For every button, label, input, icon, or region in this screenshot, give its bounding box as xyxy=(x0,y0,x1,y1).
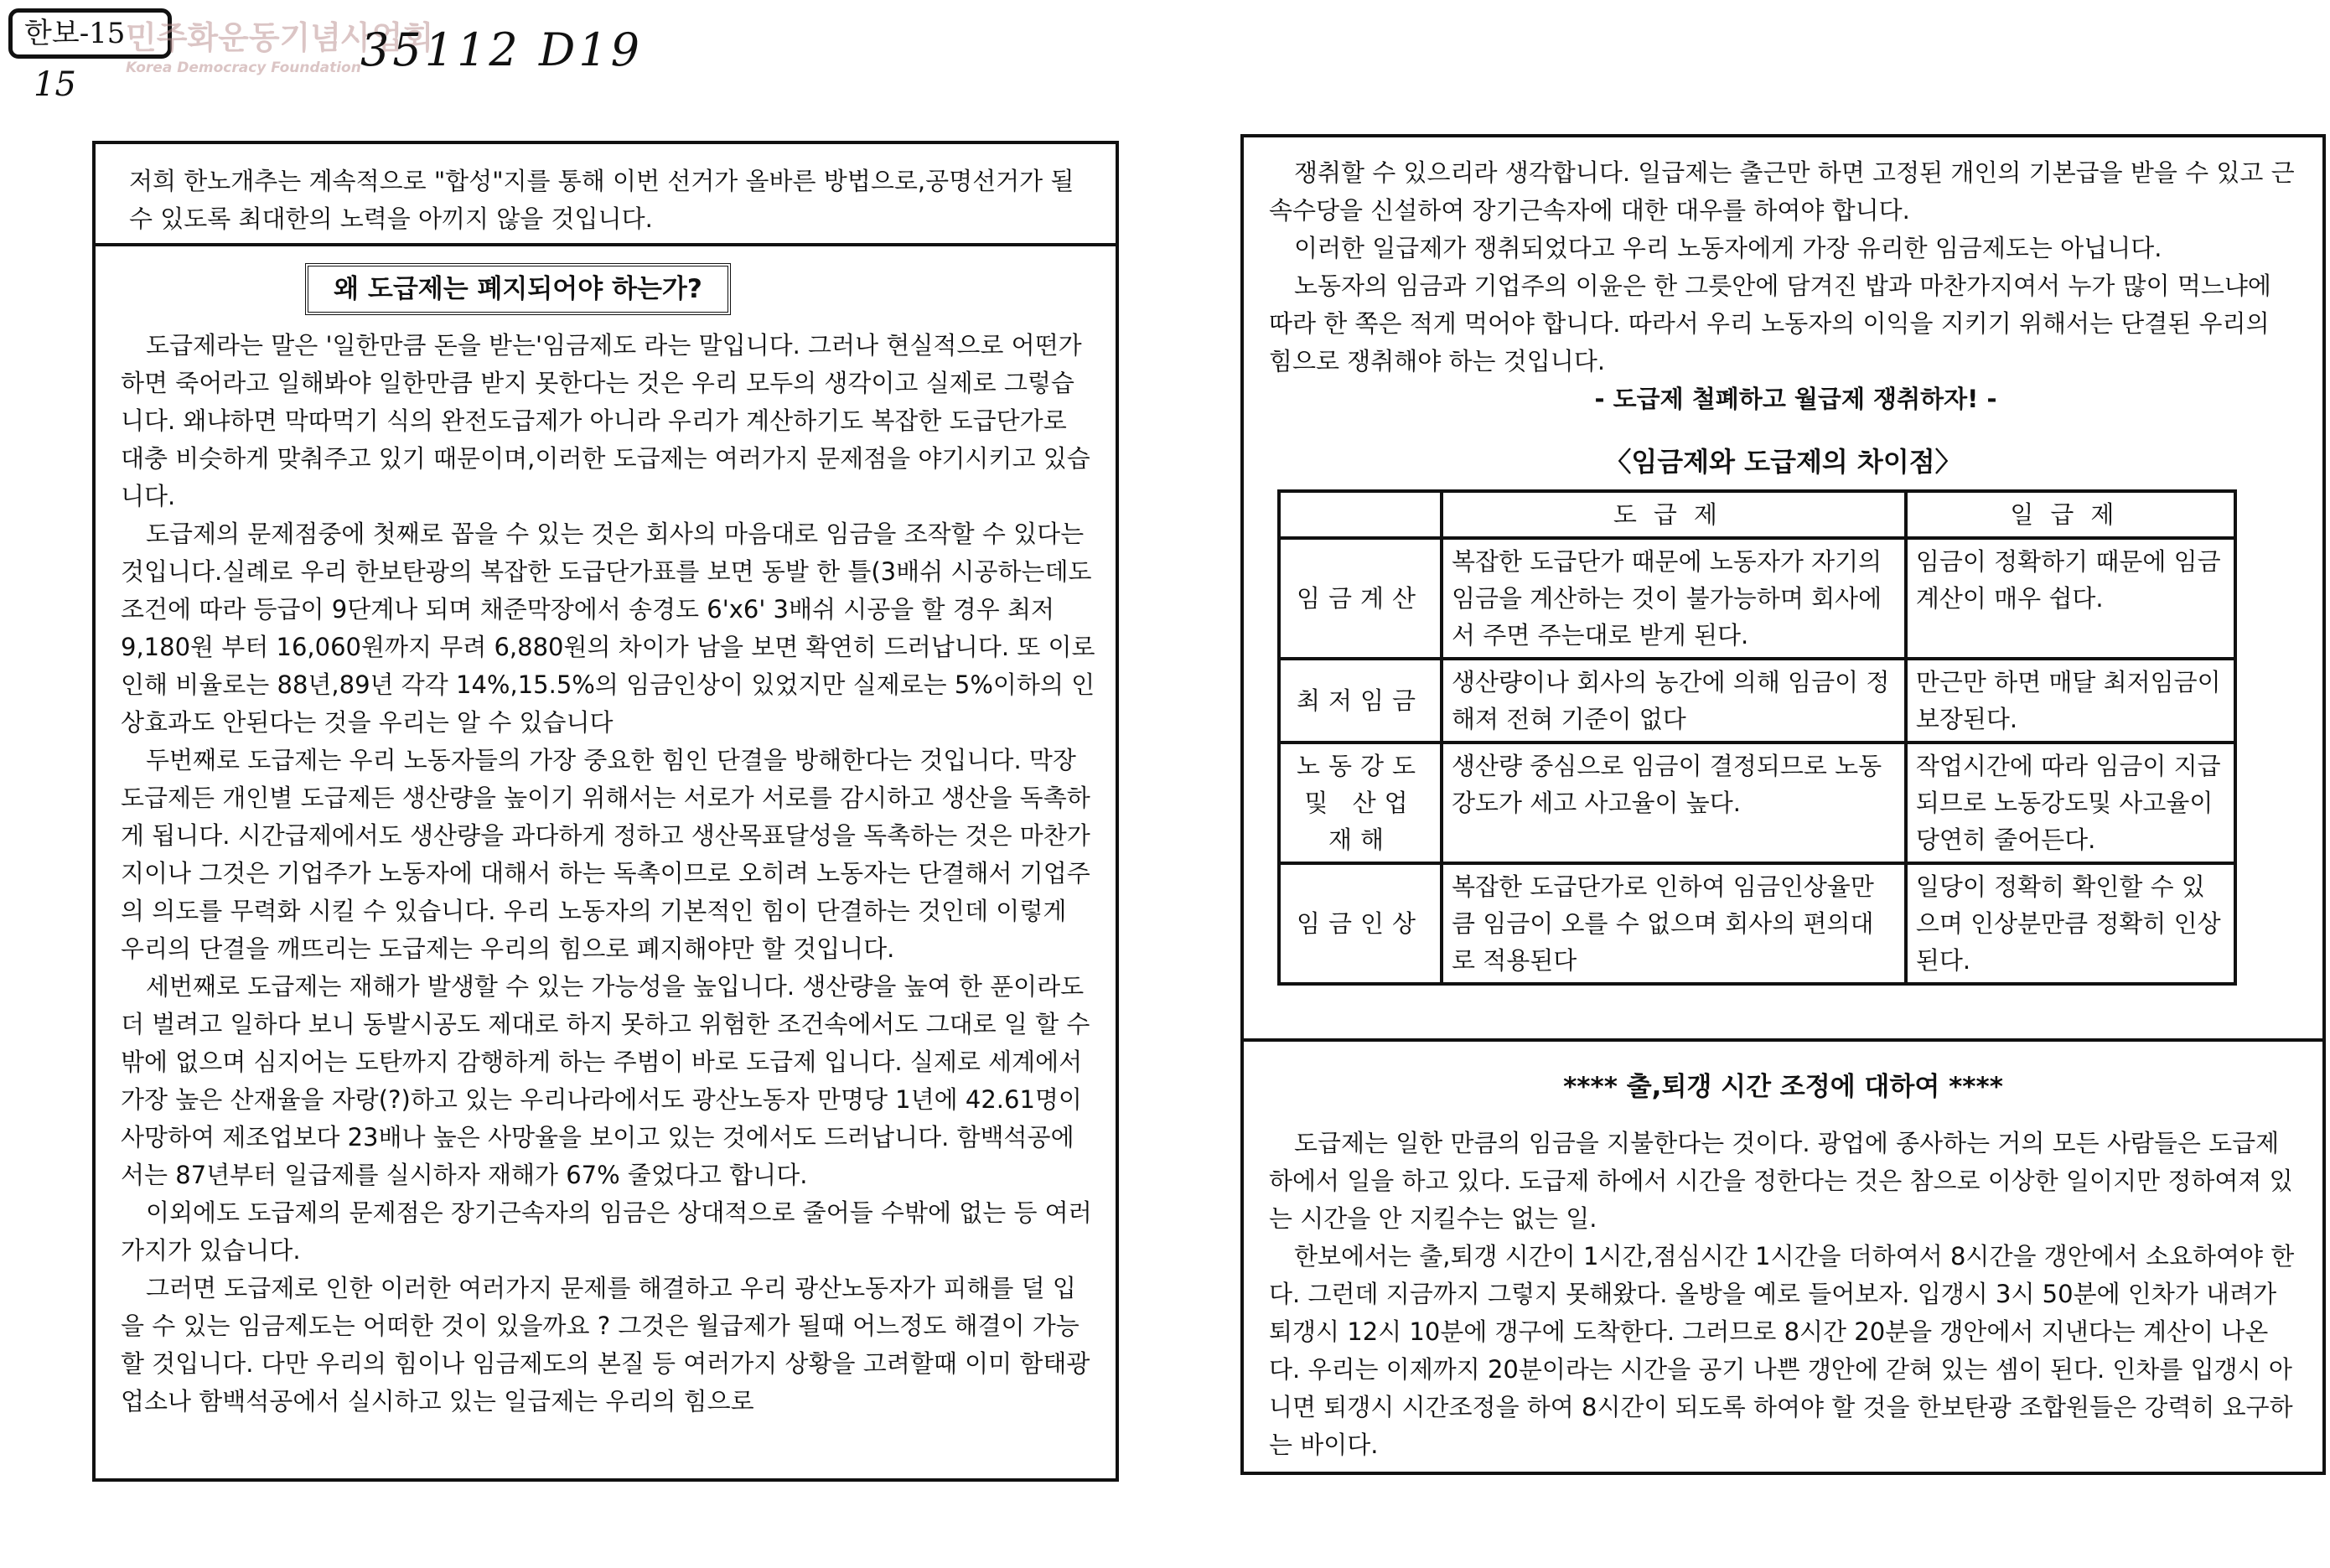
table-header-cell xyxy=(1279,491,1442,538)
paragraph: 이러한 일급제가 쟁취되었다고 우리 노동자에게 가장 유리한 임금제도는 아닙니다. xyxy=(1294,234,2162,262)
shift-time-section xyxy=(1244,1038,2322,1464)
row-header: 최저임금 xyxy=(1279,659,1442,743)
table-cell: 임금이 정확하기 때문에 임금계산이 매우 쉽다. xyxy=(1906,538,2235,659)
table-title: 〈임금제와 도급제의 차이점〉 xyxy=(1604,446,1962,478)
section-title: 왜 도급제는 폐지되어야 하는가? xyxy=(305,263,731,315)
left-column xyxy=(92,141,1119,1482)
table-cell: 복잡한 도급단가로 인하여 임금인상율만큼 임금이 오를 수 없으며 회사의 편의대로 적용된다 xyxy=(1442,863,1906,984)
paragraph: 도급제는 일한 만큼의 임금을 지불한다는 것이다. 광업에 종사하는 거의 모든 사람들은 도급제 하에서 일을 하고 있다. 도급제 하에서 시간을 정한다는 것은 참으로 이상한 일이지만 정하여져 있는 시간을 안 지킬수는 없는 일. xyxy=(1269,1129,2293,1233)
paragraph: 두번째로 도급제는 우리 노동자들의 가장 중요한 힘인 단결을 방해한다는 것입니다. 막장 도급제든 개인별 도급제든 생산량을 높이기 위해서는 서로가 서로를 감시하고 생산을 독촉하게 됩니다. 시간급제에서도 생산량을 과다하게 정하고 생산목표달성을 독촉하는 것은 마찬가지이나 그것은 기업주가 노동자에 대해서 하는 독촉이므로 오히려 노동자는 단결해서 기업주의 의도를 무력화 시킬 수 있습니다. 우리 노동자의 기본적인 힘이 단결하는 것인데 이렇게 우리의 단결을 깨뜨리는 도급제는 우리의 힘으로 폐지해야만 할 것입니다. xyxy=(121,746,1090,963)
row-header: 임금인상 xyxy=(1279,863,1442,984)
table-header-cell: 일급제 xyxy=(1906,491,2235,538)
paragraph: 쟁취할 수 있으리라 생각합니다. 일급제는 출근만 하면 고정된 개인의 기본급을 받을 수 있고 근속수당을 신설하여 장기근속자에 대한 대우를 하여야 합니다. xyxy=(1269,158,2295,225)
stamp-label: 한보-15 xyxy=(24,17,126,50)
paragraph: 한보에서는 출,퇴갱 시간이 1시간,점심시간 1시간을 더하여서 8시간을 갱안에서 소요하여야 한다. 그런데 지금까지 그렇지 못해왔다. 올방을 예로 들어보자. 입갱시 3시 50분에 인차가 내려가 퇴갱시 12시 10분에 갱구에 도착한다. 그러므로 8시간 20분을 갱안에서 지낸다는 계산이 나온다. 우리는 이제까지 20분이라는 시간을 공기 나쁜 갱안에 갇혀 있는 셈이 된다. 인차를 입갱시 아니면 퇴갱시 시간조정을 하여 8시간이 되도록 하여야 할 것을 한보탄광 조합원들은 강력히 요구하는 바이다. xyxy=(1269,1242,2295,1459)
table-header-row xyxy=(1279,491,2235,538)
row-header: 임금계산 xyxy=(1279,538,1442,659)
paragraph: 도급제의 문제점중에 첫째로 꼽을 수 있는 것은 회사의 마음대로 임금을 조작할 수 있다는 것입니다.실례로 우리 한보탄광의 복잡한 도급단가표를 보면 동발 한 틀(3배쉬 시공하는데도 조건에 따라 등급이 9단계나 되며 채준막장에서 송경도 6'x6' 3배쉬 시공을 할 경우 최저 9,180원 부터 16,060원까지 무려 6,880원의 차이가 남을 보면 확연히 드러납니다. 또 이로 인해 비율로는 88년,89년 각각 14%,15.5%의 임금인상이 있었지만 실제로는 5%이하의 인상효과도 안된다는 것을 우리는 알 수 있습니다 xyxy=(121,520,1095,737)
table-cell: 복잡한 도급단가 때문에 노동자가 자기의 임금을 계산하는 것이 불가능하며 회사에서 주면 주는대로 받게 된다. xyxy=(1442,538,1906,659)
row-header: 노동강도 및 산업재해 xyxy=(1279,743,1442,863)
table-cell: 만근만 하면 매달 최저임금이 보장된다. xyxy=(1906,659,2235,743)
watermark-korean: 민주화운동기념사업회 xyxy=(126,19,434,56)
left-body xyxy=(96,327,1116,1421)
paragraph: 그러면 도급제로 인한 이러한 여러가지 문제를 해결하고 우리 광산노동자가 피해를 덜 입을 수 있는 임금제도는 어떠한 것이 있을까요 ? 그것은 월급제가 될때 어느정도 해결이 가능할 것입니다. 다만 우리의 힘이나 임금제도의 본질 등 여러가지 상황을 고려할때 이미 함태광업소나 함백석공에서 실시하고 있는 일급제는 우리의 힘으로 xyxy=(121,1274,1090,1415)
watermark-english: Korea Democracy Foundation xyxy=(126,60,361,76)
table-row xyxy=(1279,538,2235,659)
table-cell: 일당이 정확히 확인할 수 있으며 인상분만큼 정확히 인상된다. xyxy=(1906,863,2235,984)
table-cell: 생산량 중심으로 임금이 결정되므로 노동강도가 세고 사고율이 높다. xyxy=(1442,743,1906,863)
table-cell: 생산량이나 회사의 농간에 의해 임금이 정해져 전혀 기준이 없다 xyxy=(1442,659,1906,743)
intro-text: 저희 한노개추는 계속적으로 "합성"지를 통해 이번 선거가 올바른 방법으로,공명선거가 될 수 있도록 최대한의 노력을 아끼지 않을 것입니다. xyxy=(129,167,1074,233)
handwritten-note: 35112 D19 xyxy=(360,23,643,76)
right-body xyxy=(1244,137,2322,418)
comparison-table xyxy=(1277,489,2237,986)
table-row xyxy=(1279,659,2235,743)
table-row xyxy=(1279,863,2235,984)
table-cell: 작업시간에 따라 임금이 지급되므로 노동강도및 사고율이 당연히 줄어든다. xyxy=(1906,743,2235,863)
right-column xyxy=(1240,134,2326,1475)
intro-box xyxy=(96,144,1116,246)
table-header-cell: 도급제 xyxy=(1442,491,1906,538)
section-heading: **** 출,퇴갱 시간 조정에 대하여 **** xyxy=(1563,1072,2003,1102)
paragraph: 세번째로 도급제는 재해가 발생할 수 있는 가능성을 높입니다. 생산량을 높여 한 푼이라도 더 벌려고 일하다 보니 동발시공도 제대로 하지 못하고 위험한 조건속에서도 그대로 일 할 수밖에 없으며 심지어는 도탄까지 감행하게 하는 주범이 바로 도급제 입니다. 실제로 세계에서 가장 높은 산재율을 자랑(?)하고 있는 우리나라에서도 광산노동자 만명당 1년에 42.61명이 사망하여 제조업보다 23배나 높은 사망율을 보이고 있는 것에서도 드러납니다. 함백석공에서는 87년부터 일급제를 실시하자 재해가 67% 줄었다고 합니다. xyxy=(121,972,1090,1189)
paragraph: 노동자의 임금과 기업주의 이윤은 한 그릇안에 담겨진 밥과 마찬가지여서 누가 많이 먹느냐에 따라 한 쪽은 적게 먹어야 합니다. 따라서 우리 노동자의 이익을 지키기 위해서는 단결된 우리의 힘으로 쟁취해야 하는 것입니다. xyxy=(1269,272,2271,375)
paragraph: 도급제라는 말은 '일한만큼 돈을 받는'임금제도 라는 말입니다. 그러나 현실적으로 어떤가 하면 죽어라고 일해봐야 일한만큼 받지 못한다는 것은 우리 모두의 생각이고 실제로 그렇습니다. 왜냐하면 막따먹기 식의 완전도급제가 아니라 우리가 계산하기도 복잡한 도급단가로 대충 비슷하게 맞춰주고 있기 때문이며,이러한 도급제는 여러가지 문제점을 야기시키고 있습니다. xyxy=(121,331,1090,510)
slogan: - 도급제 철폐하고 월급제 쟁취하자! - xyxy=(1594,385,1997,413)
paragraph: 이외에도 도급제의 문제점은 장기근속자의 임금은 상대적으로 줄어들 수밖에 없는 등 여러가지가 있습니다. xyxy=(121,1198,1092,1265)
table-row xyxy=(1279,743,2235,863)
stamp-number: 15 xyxy=(34,65,76,104)
